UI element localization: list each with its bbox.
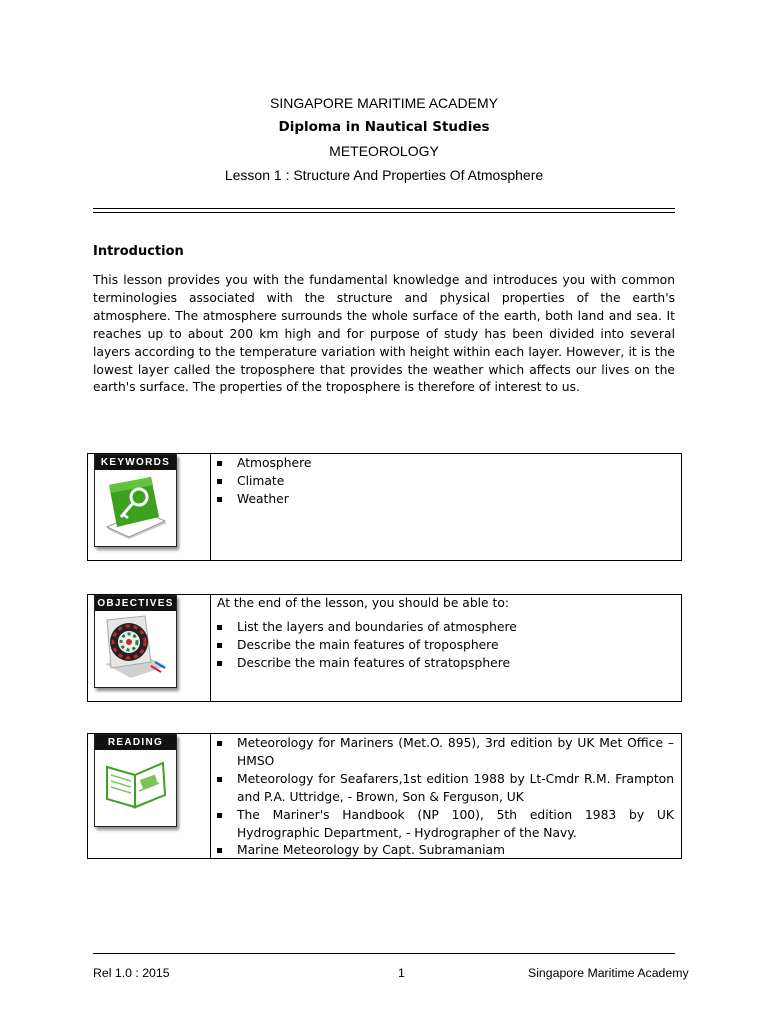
reading-item: The Mariner's Handbook (NP 100), 5th edition 1983 by UK Hydrographic Department, - Hydrographer of the Navy. bbox=[215, 807, 674, 843]
keyword-item: Weather bbox=[215, 491, 674, 509]
subject-title: METEOROLOGY bbox=[329, 143, 439, 159]
keywords-label: KEYWORDS bbox=[95, 455, 176, 470]
objective-item: Describe the main features of troposphere bbox=[215, 637, 674, 655]
dartboard-icon bbox=[101, 614, 171, 682]
key-icon bbox=[101, 473, 171, 541]
diploma-title: Diploma in Nautical Studies bbox=[278, 119, 490, 135]
reading-box bbox=[87, 733, 682, 859]
objective-item: Describe the main features of stratopsphere bbox=[215, 655, 674, 673]
reading-item: Marine Meteorology by Capt. Subramaniam bbox=[215, 842, 674, 860]
keyword-item: Atmosphere bbox=[215, 455, 674, 473]
academy-title: SINGAPORE MARITIME ACADEMY bbox=[270, 95, 498, 111]
objectives-content bbox=[215, 595, 674, 673]
objectives-card bbox=[94, 595, 177, 688]
lesson-title: Lesson 1 : Structure And Properties Of Atmosphere bbox=[224, 167, 544, 183]
keywords-content bbox=[215, 455, 674, 509]
keyword-item: Climate bbox=[215, 473, 674, 491]
objectives-box bbox=[87, 594, 682, 702]
footer-release: Rel 1.0 : 2015 bbox=[93, 966, 170, 980]
reading-card bbox=[94, 734, 177, 827]
objectives-card-cell bbox=[88, 595, 211, 701]
book-icon bbox=[101, 753, 171, 821]
keywords-card bbox=[94, 454, 177, 547]
keywords-card-cell bbox=[88, 454, 211, 560]
reading-item: Meteorology for Seafarers,1st edition 1988 by Lt-Cmdr R.M. Frampton and P.A. Uttridge, - Brown, Son & Ferguson, UK bbox=[215, 771, 674, 807]
introduction-body: This lesson provides you with the fundamental knowledge and introduces you with common terminologies associated with the structure and physical properties of the earth's atmosphere. The atmosphere surrounds the whole surface of the earth, both land and sea. It reaches up to about 200 km high and for purpose of study has been divided into several layers according to the temperature variation with height within each layer. However, it is the lowest layer called the troposphere that provides the weather which affects our lives on the earth's surface. The properties of the troposphere is therefore of interest to us. bbox=[93, 273, 675, 395]
reading-item: Meteorology for Mariners (Met.O. 895), 3rd edition by UK Met Office – HMSO bbox=[215, 735, 674, 771]
introduction-heading: Introduction bbox=[93, 244, 184, 259]
keywords-box bbox=[87, 453, 682, 561]
footer-page-number: 1 bbox=[398, 966, 405, 980]
reading-content bbox=[215, 735, 674, 860]
footer-org: Singapore Maritime Academy bbox=[528, 966, 689, 980]
reading-label: READING bbox=[95, 735, 176, 750]
objective-item: List the layers and boundaries of atmosphere bbox=[215, 619, 674, 637]
reading-card-cell bbox=[88, 734, 211, 858]
objectives-label: OBJECTIVES bbox=[95, 596, 176, 611]
objectives-lead: At the end of the lesson, you should be able to: bbox=[217, 596, 510, 610]
footer-rule bbox=[93, 953, 675, 954]
header-double-rule bbox=[93, 208, 675, 213]
